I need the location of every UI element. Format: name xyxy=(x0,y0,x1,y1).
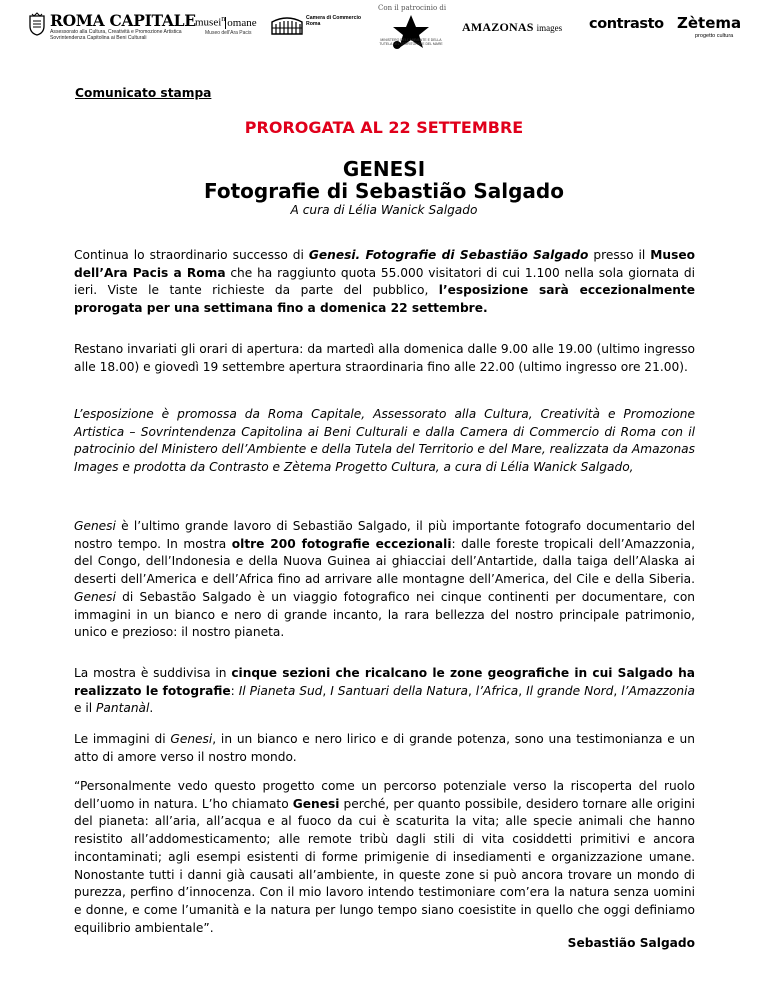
text-run: , in un bianco e nero lirico e di grande potenza, sono una testimonianza e un atto di amore verso il nostro mondo. xyxy=(74,732,695,764)
text-run: e il xyxy=(74,701,97,716)
text-run: Restano invariati gli orari di apertura: da martedì alla domenica dalle 9.00 alle 19.00 (ultimo ingresso alle 18.00) e giovedì 19 settembre apertura straordinaria fino alle 22.00 (ultimo ingresso ore 21.00). xyxy=(74,342,695,374)
text-run: Genesi xyxy=(74,589,116,604)
zetema-name: Zètema xyxy=(677,14,742,32)
paragraph-description xyxy=(74,518,695,642)
text-run: L’esposizione è promossa da Roma Capitale, Assessorato alla Cultura, Creatività e Promozione Artistica – Sovrintendenza Capitolina ai Beni Culturali e dalla Camera di Commercio di Roma con il patrocinio del Ministero dell’Ambiente e della Tutela del Territorio e del Mare, realizzata da Amazonas Images e prodotta da Contrasto e Zètema Progetto Cultura, a cura di Lélia Wanick Salgado, xyxy=(74,407,695,475)
text-run: Le immagini di xyxy=(74,732,171,746)
roma-capitale-logo xyxy=(28,11,196,46)
text-run: oltre 200 fotografie eccezionali xyxy=(231,536,452,551)
text-run: che ha raggiunto quota 55.000 visitatori di cui 1.100 nella sola giornata di ieri. Viste le tante richieste da parte del pubblico, xyxy=(74,265,696,298)
paragraph-quote xyxy=(74,778,695,937)
text-run: Pantanàl xyxy=(96,701,150,716)
patronage-caption: Con il patrocinio di xyxy=(378,4,447,12)
paragraph-promoters xyxy=(74,406,695,477)
zetema-sub: progetto cultura xyxy=(695,33,734,39)
text-run: cinque sezioni che ricalcano le zone geografiche in cui Salgado ha realizzato le fotografie xyxy=(74,666,695,698)
ministero-star-icon xyxy=(388,14,434,52)
camera-commercio-text: Camera di Commercio Roma xyxy=(306,15,362,28)
paragraph-sections xyxy=(74,665,695,718)
text-run: è l’ultimo grande lavoro di Sebastião Salgado, il più importante fotografo documentario del nostro tempo. In mostra xyxy=(74,519,695,551)
text-run: perché, per quanto possibile, desidero tornare alle origini del pianeta: all’aria, all’acqua e al fuoco da cui è scaturita la vita; alle specie animali che hanno resistito all’addomesticamento; alle remote tribù dagli stili di vita cosiddetti primitivi e ancora incontaminati; agli esempi esistenti di forme primigenie di insediamenti e organizzazione umane. Nonostante tutti i danni già causati all’ambiente, in queste zone si può ancora trovare un mondo di purezza, perfino d’innocenza. Con il mio lavoro intendo testimoniare com’era la natura senza uomini e donne, e come l’umanità e la natura per lungo tempo siano coesistite in quello che oggi definiamo equilibrio ambientale”. xyxy=(74,796,695,935)
text-run: Il grande Nord xyxy=(526,683,614,698)
roma-capitale-sub-line-1: Assessorato alla Cultura, Creatività e Promozione Artistica xyxy=(50,29,182,35)
text-run: Genesi xyxy=(292,796,340,811)
contrasto-logo: contrasto xyxy=(589,16,664,32)
roma-crest-icon xyxy=(28,12,46,36)
text-run: Genesi xyxy=(170,732,213,746)
roma-capitale-sub-line-2: Sovrintendenza Capitolina ai Beni Culturali xyxy=(50,35,147,41)
musei-romane-name: musei$^n$ omane xyxy=(195,14,257,29)
logo-header xyxy=(0,0,768,60)
text-run: l’Amazzonia xyxy=(621,683,695,698)
extension-headline: PROROGATA AL 22 SETTEMBRE xyxy=(244,118,524,137)
text-run: , xyxy=(613,683,622,698)
text-run: : xyxy=(230,683,239,698)
text-run: I Santuari della Natura xyxy=(330,683,468,698)
text-run: l’esposizione sarà eccezionalmente prorogata per una settimana fino a domenica 22 settembre. xyxy=(74,283,696,316)
quote-signature: Sebastião Salgado xyxy=(567,936,695,950)
text-run: Museo dell’Ara Pacis a Roma xyxy=(74,248,695,280)
paragraph-opening-hours xyxy=(74,341,695,376)
exhibition-subtitle: Fotografie di Sebastião Salgado xyxy=(204,179,564,203)
text-run: Genesi. Fotografie di Sebastião Salgado xyxy=(308,248,589,262)
ministero-text: MINISTERO DELL'AMBIENTE E DELLA TUTELA DEL TERRITORIO E DEL MARE xyxy=(379,38,443,46)
paragraph-testimony xyxy=(74,731,695,766)
text-run: l’Africa xyxy=(475,683,519,698)
text-run: , xyxy=(467,683,476,698)
roma-capitale-name: ROMA CAPITALE xyxy=(50,11,196,30)
text-run: , xyxy=(322,683,331,698)
text-run: , xyxy=(518,683,527,698)
text-run: “Personalmente vedo questo progetto come un percorso potenziale verso la riscoperta del ruolo dell’uomo in natura. L’ho chiamato xyxy=(74,779,695,811)
text-run: Genesi xyxy=(74,519,116,533)
curator-line: A cura di Lélia Wanick Salgado xyxy=(290,203,478,217)
text-run: presso il xyxy=(588,248,651,262)
amazonas-images-logo: AMAZONAS images xyxy=(462,20,563,34)
camera-commercio-logo xyxy=(270,14,362,46)
musei-romane-logo xyxy=(195,14,255,46)
text-run: La mostra è suddivisa in xyxy=(74,666,232,680)
musei-romane-sub: Museo dell'Ara Pacis xyxy=(205,30,252,36)
press-release-label: Comunicato stampa xyxy=(75,86,212,100)
text-run: . xyxy=(149,701,154,716)
text-run: Il Pianeta Sud xyxy=(238,683,323,698)
zetema-logo xyxy=(677,14,747,44)
text-run: di Sebastão Salgado è un viaggio fotografico nei cinque continenti per documentare, con immagini in un bianco e nero di grande incanto, la rara bellezza del nostro principale patrimonio, unico e prezioso: il nostro pianeta. xyxy=(74,589,695,640)
text-run: : dalle foreste tropicali dell’Amazzonia, del Congo, dell’Indonesia e della Nuova Guinea ai ghiacciai dell’Antartide, dalla taiga dell’Alaska ai deserti dell’America e dell’Africa fino ad arrivare alle montagne dell’America, del Cile e della Siberia. xyxy=(74,536,696,587)
colosseum-icon xyxy=(270,14,304,36)
text-run: Continua lo straordinario successo di xyxy=(74,248,309,262)
exhibition-title: GENESI xyxy=(342,157,426,181)
paragraph-intro xyxy=(74,247,695,318)
